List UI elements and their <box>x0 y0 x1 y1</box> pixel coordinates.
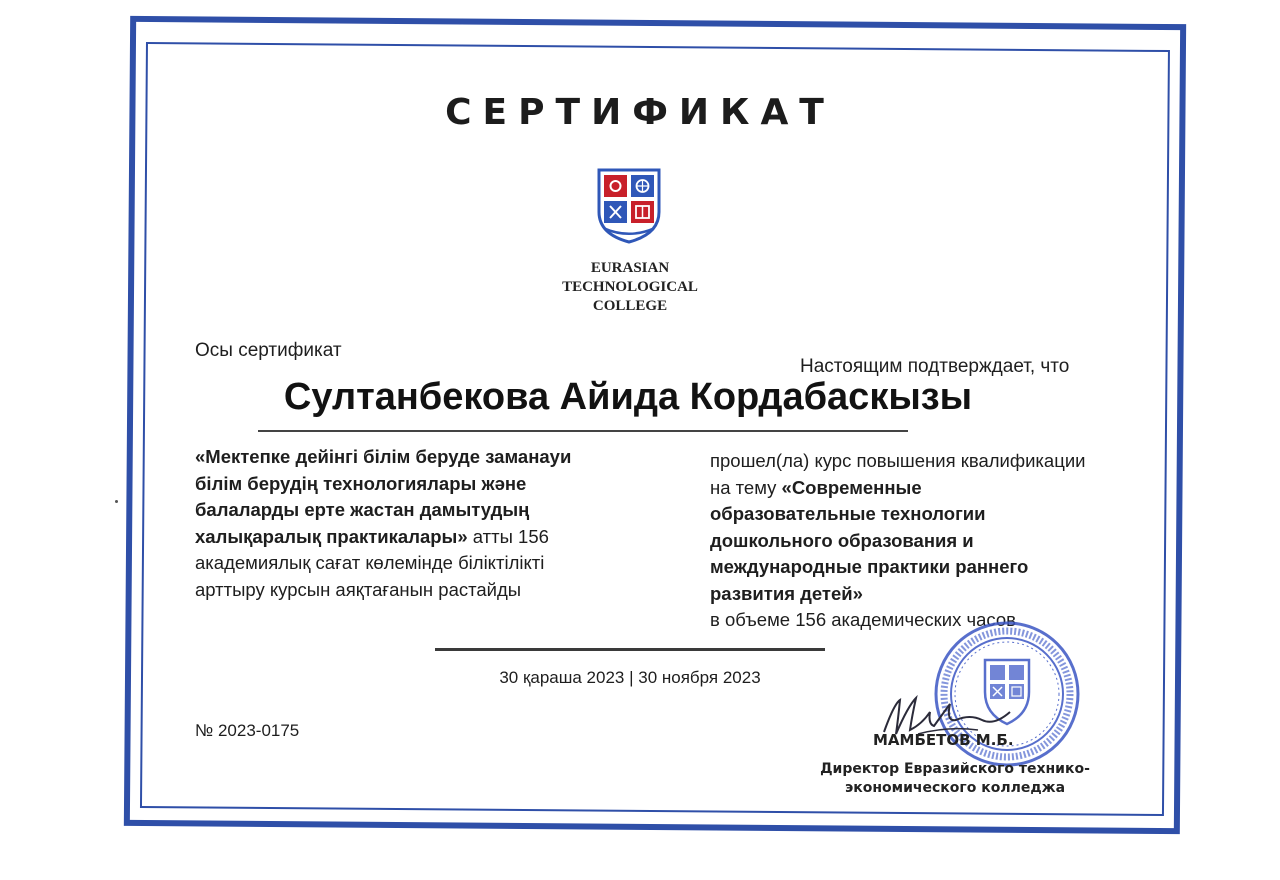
college-name <box>500 259 760 316</box>
intro-kazakh: Осы сертификат <box>195 340 342 361</box>
russian-course-lead: прошел(ла) курс повышения квалификации на тему <box>710 450 1086 498</box>
signer-name: МАМБЕТОВ М.Б. <box>873 731 1014 749</box>
college-name-line2: TECHNOLOGICAL <box>562 279 698 295</box>
russian-course-title: «Современные образовательные технологии дошкольного образования и международные практики раннего развития детей» <box>710 476 1029 604</box>
scan-speck <box>115 500 118 503</box>
date-divider <box>435 648 825 651</box>
kazakh-course-details: атты 156 академиялық сағат көлемінде біліктілікті арттыру курсын аяқтағанын растайды <box>195 525 549 600</box>
certificate-number: № 2023-0175 <box>195 721 300 740</box>
certificate-title: СЕРТИФИКАТ <box>445 92 835 133</box>
college-name-line3: COLLEGE <box>592 298 668 314</box>
signer-role: Директор Евразийского технико-экономического колледжа <box>820 761 1090 796</box>
russian-description <box>710 448 1090 634</box>
college-shield-logo-icon <box>596 168 662 244</box>
intro-russian: Настоящим подтверждает, что <box>800 356 1070 377</box>
recipient-underline <box>258 430 908 432</box>
russian-course-hours: в объеме 156 академических часов <box>710 609 1016 630</box>
recipient-name: Султанбекова Айида Кордабаскызы <box>283 376 973 418</box>
kazakh-course-title: «Мектепке дейінгі білім беруде заманауи білім берудің технологиялары және балаларды ерте жастан дамытудың халықаралық практикалары» <box>195 446 572 547</box>
college-name-line1: EURASIAN <box>590 260 670 276</box>
issue-date: 30 қараша 2023 | 30 ноября 2023 <box>499 668 761 687</box>
kazakh-description <box>195 444 615 603</box>
